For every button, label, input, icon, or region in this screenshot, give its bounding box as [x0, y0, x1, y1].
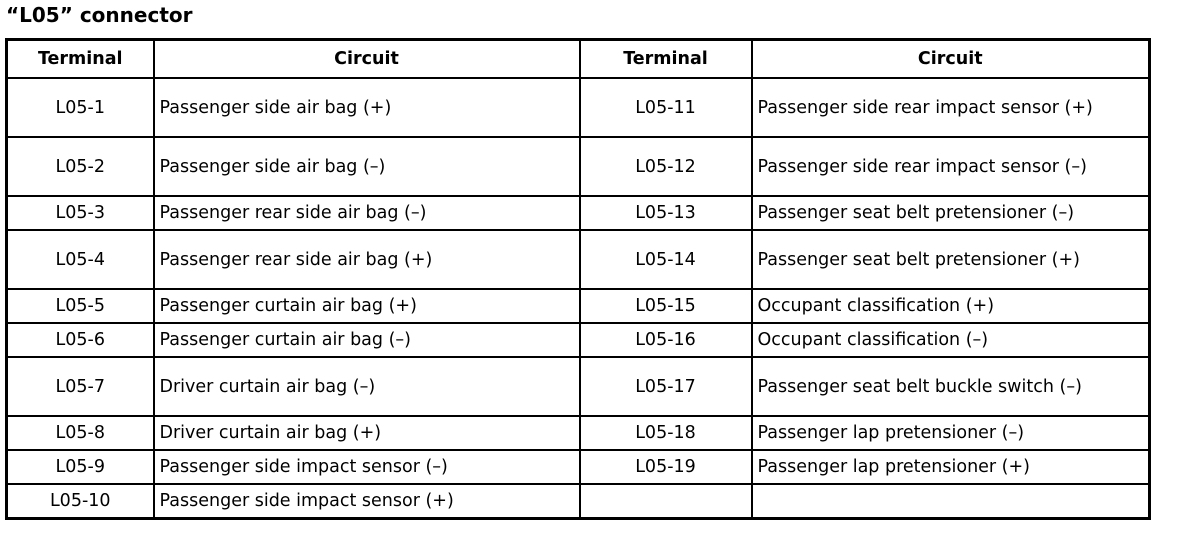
connector-table [5, 38, 1151, 520]
circuit-cell: Occupant classification (+) [752, 289, 1150, 323]
terminal-cell: L05-1 [7, 78, 154, 137]
circuit-cell: Passenger lap pretensioner (–) [752, 416, 1150, 450]
table-row [7, 357, 1150, 416]
terminal-cell: L05-13 [580, 196, 752, 230]
circuit-cell: Passenger rear side air bag (+) [154, 230, 580, 289]
table-row [7, 323, 1150, 357]
circuit-cell: Passenger seat belt pretensioner (+) [752, 230, 1150, 289]
header-terminal-left: Terminal [7, 40, 154, 79]
circuit-cell: Occupant classification (–) [752, 323, 1150, 357]
table-row [7, 450, 1150, 484]
terminal-cell: L05-9 [7, 450, 154, 484]
page-title: “L05” connector [6, 3, 193, 27]
terminal-cell: L05-10 [7, 484, 154, 519]
circuit-cell: Passenger seat belt pretensioner (–) [752, 196, 1150, 230]
table-row [7, 289, 1150, 323]
circuit-cell: Passenger side air bag (+) [154, 78, 580, 137]
terminal-cell: L05-8 [7, 416, 154, 450]
circuit-cell: Passenger curtain air bag (+) [154, 289, 580, 323]
terminal-cell: L05-11 [580, 78, 752, 137]
circuit-cell: Passenger side air bag (–) [154, 137, 580, 196]
header-circuit-right: Circuit [752, 40, 1150, 79]
terminal-cell: L05-12 [580, 137, 752, 196]
circuit-cell: Passenger side impact sensor (+) [154, 484, 580, 519]
circuit-cell: Driver curtain air bag (+) [154, 416, 580, 450]
terminal-cell: L05-15 [580, 289, 752, 323]
table-row [7, 484, 1150, 519]
table-row [7, 78, 1150, 137]
terminal-cell: L05-18 [580, 416, 752, 450]
circuit-cell [752, 484, 1150, 519]
circuit-cell: Passenger rear side air bag (–) [154, 196, 580, 230]
terminal-cell: L05-7 [7, 357, 154, 416]
circuit-cell: Passenger side rear impact sensor (–) [752, 137, 1150, 196]
terminal-cell: L05-16 [580, 323, 752, 357]
terminal-cell: L05-2 [7, 137, 154, 196]
circuit-cell: Passenger seat belt buckle switch (–) [752, 357, 1150, 416]
header-terminal-right: Terminal [580, 40, 752, 79]
circuit-cell: Passenger curtain air bag (–) [154, 323, 580, 357]
terminal-cell: L05-4 [7, 230, 154, 289]
terminal-cell: L05-6 [7, 323, 154, 357]
circuit-cell: Driver curtain air bag (–) [154, 357, 580, 416]
circuit-cell: Passenger side impact sensor (–) [154, 450, 580, 484]
circuit-cell: Passenger lap pretensioner (+) [752, 450, 1150, 484]
header-row [7, 40, 1150, 79]
terminal-cell: L05-14 [580, 230, 752, 289]
table-row [7, 196, 1150, 230]
terminal-cell: L05-3 [7, 196, 154, 230]
table-row [7, 137, 1150, 196]
terminal-cell [580, 484, 752, 519]
terminal-cell: L05-17 [580, 357, 752, 416]
table-row [7, 416, 1150, 450]
table-row [7, 230, 1150, 289]
header-circuit-left: Circuit [154, 40, 580, 79]
terminal-cell: L05-5 [7, 289, 154, 323]
circuit-cell: Passenger side rear impact sensor (+) [752, 78, 1150, 137]
terminal-cell: L05-19 [580, 450, 752, 484]
